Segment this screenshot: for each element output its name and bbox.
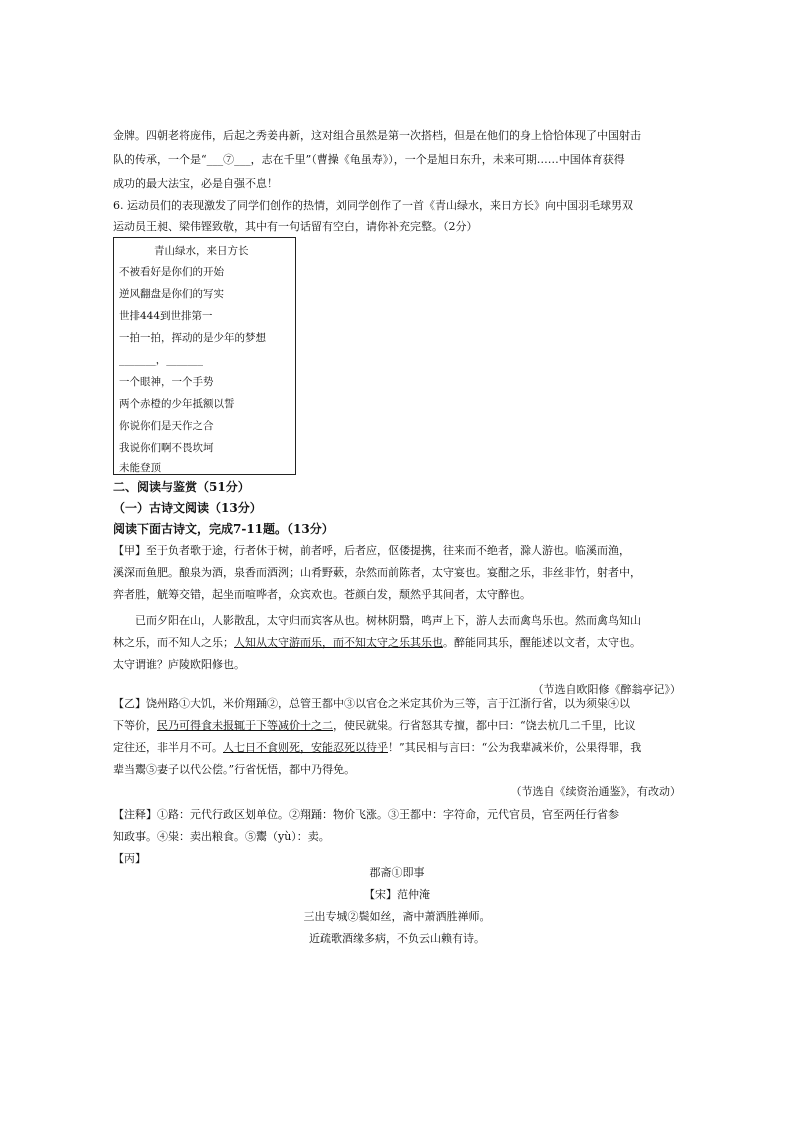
yi-line-3 xyxy=(113,741,641,755)
section-instruction: 阅读下面古诗文，完成7-11题。（13分） xyxy=(113,522,334,536)
bing-label: 【丙】 xyxy=(113,852,146,865)
jia-line-2: 溪深而鱼肥。酿泉为酒，泉香而酒洌；山肴野蔌，杂然而前陈者，太守宴也。宴酣之乐，非丝非竹，射者中， xyxy=(113,566,641,579)
bing-poem-title: 郡斋①即事 xyxy=(369,866,425,879)
poem-line: 逆风翻盘是你们的写实 xyxy=(119,288,224,300)
jia-line-5 xyxy=(113,636,641,650)
jia-line-4: 已而夕阳在山，人影散乱，太守归而宾客从也。树林阴翳，鸣声上下，游人去而禽鸟乐也。然而禽鸟知山 xyxy=(135,614,641,627)
poem-line: 不被看好是你们的开始 xyxy=(119,266,224,278)
yi-line-4: 辈当鬻⑤妻子以代公偿。”行省怃悟，都中乃得免。 xyxy=(113,763,356,776)
underlined-sentence: 人知从太守游而乐，而不知太守之乐其乐也 xyxy=(234,636,443,649)
yi-source: （节选自《续资治通鉴》，有改动） xyxy=(510,785,681,798)
section-title: 二、阅读与鉴赏（51分） xyxy=(113,480,250,494)
poem-line: 我说你们啊不畏坎坷 xyxy=(119,442,214,454)
poem-line: 你说你们是天作之合 xyxy=(119,420,214,432)
text-span: 林之乐，而不知人之乐； xyxy=(113,636,234,649)
poem-line: 世排444到世排第一 xyxy=(119,310,213,322)
poem-line: 两个赤橙的少年抵额以誓 xyxy=(119,398,235,410)
poem-line: 一拍一拍，挥动的是少年的梦想 xyxy=(119,332,266,344)
intro-line-3: 成功的最大法宝，必是自强不息！ xyxy=(113,177,278,190)
poem-title: 青山绿水，来日方长 xyxy=(154,245,249,257)
jia-line-3: 弈者胜，觥筹交错，起坐而喧哗者，众宾欢也。苍颜白发，颓然乎其间者，太守醉也。 xyxy=(113,588,531,601)
underlined-sentence: 民乃可得食未报辄于下等减价十之二 xyxy=(157,719,333,732)
question-6-line-2: 运动员王昶、梁伟铿致敬，其中有一句话留有空白，请你补充完整。（2分） xyxy=(113,220,478,233)
intro-line-2: 队的传承，一个是“___⑦___，志在千里”（曹操《龟虽寿》），一个是旭日东升，未来可期……中国体育获得 xyxy=(113,153,625,166)
text-span: ！”其民相与言曰：“公为我辈减米价，公果得罪，我 xyxy=(388,741,642,754)
question-6-line-1: 6. 运动员们的表现激发了同学们创作的热情，刘同学创作了一首《青山绿水，来日方长》向中国羽毛球男双 xyxy=(113,199,633,212)
poem-blank-line[interactable]: _______，_______ xyxy=(119,354,203,366)
section-subtitle: （一）古诗文阅读（13分） xyxy=(113,501,262,515)
yi-line-2 xyxy=(113,719,636,733)
bing-poem-line-2: 近疏歌酒缘多病，不负云山赖有诗。 xyxy=(309,932,485,945)
text-span: 。醉能同其乐，醒能述以文者，太守也。 xyxy=(443,636,641,649)
poem-line: 未能登顶 xyxy=(119,462,161,474)
notes-line-2: 知政事。④粜：卖出粮食。⑤鬻（yù）：卖。 xyxy=(113,830,330,843)
text-span: 下等价， xyxy=(113,719,157,732)
bing-poem-author: 【宋】范仲淹 xyxy=(364,888,430,901)
jia-line-6: 太守谓谁？庐陵欧阳修也。 xyxy=(113,658,245,671)
poem-line: 一个眼神，一个手势 xyxy=(119,376,214,388)
intro-line-1: 金牌。四朝老将庞伟，后起之秀姜冉新，这对组合虽然是第一次搭档，但是在他们的身上恰恰体现了中国射击 xyxy=(113,129,641,142)
text-span: 定往还，非半月不可。 xyxy=(113,741,223,754)
notes-line-1: 【注释】①路：元代行政区划单位。②翔踊：物价飞涨。③王都中：字符命，元代官员，官至两任行省参 xyxy=(113,808,619,821)
underlined-sentence: 人七日不食则死，安能忍死以待乎 xyxy=(223,741,388,754)
yi-line-1: 【乙】饶州路①大饥，米价翔踊②，总管王都中③以官仓之米定其价为三等，言于江浙行省，以为须粜④以 xyxy=(113,697,630,710)
poem-box xyxy=(113,237,296,475)
text-span: ，使民就粜。行省怒其专擅，都中曰：“饶去杭几二千里，比议 xyxy=(333,719,636,732)
jia-line-1: 【甲】至于负者歌于途，行者休于树，前者呼，后者应，伛偻提携，往来而不绝者，滁人游也。临溪而渔， xyxy=(113,544,630,557)
jia-source: （节选自欧阳修《醉翁亭记》） xyxy=(532,683,681,696)
bing-poem-line-1: 三出专城②鬓如丝，斋中萧洒胜禅师。 xyxy=(303,910,491,923)
